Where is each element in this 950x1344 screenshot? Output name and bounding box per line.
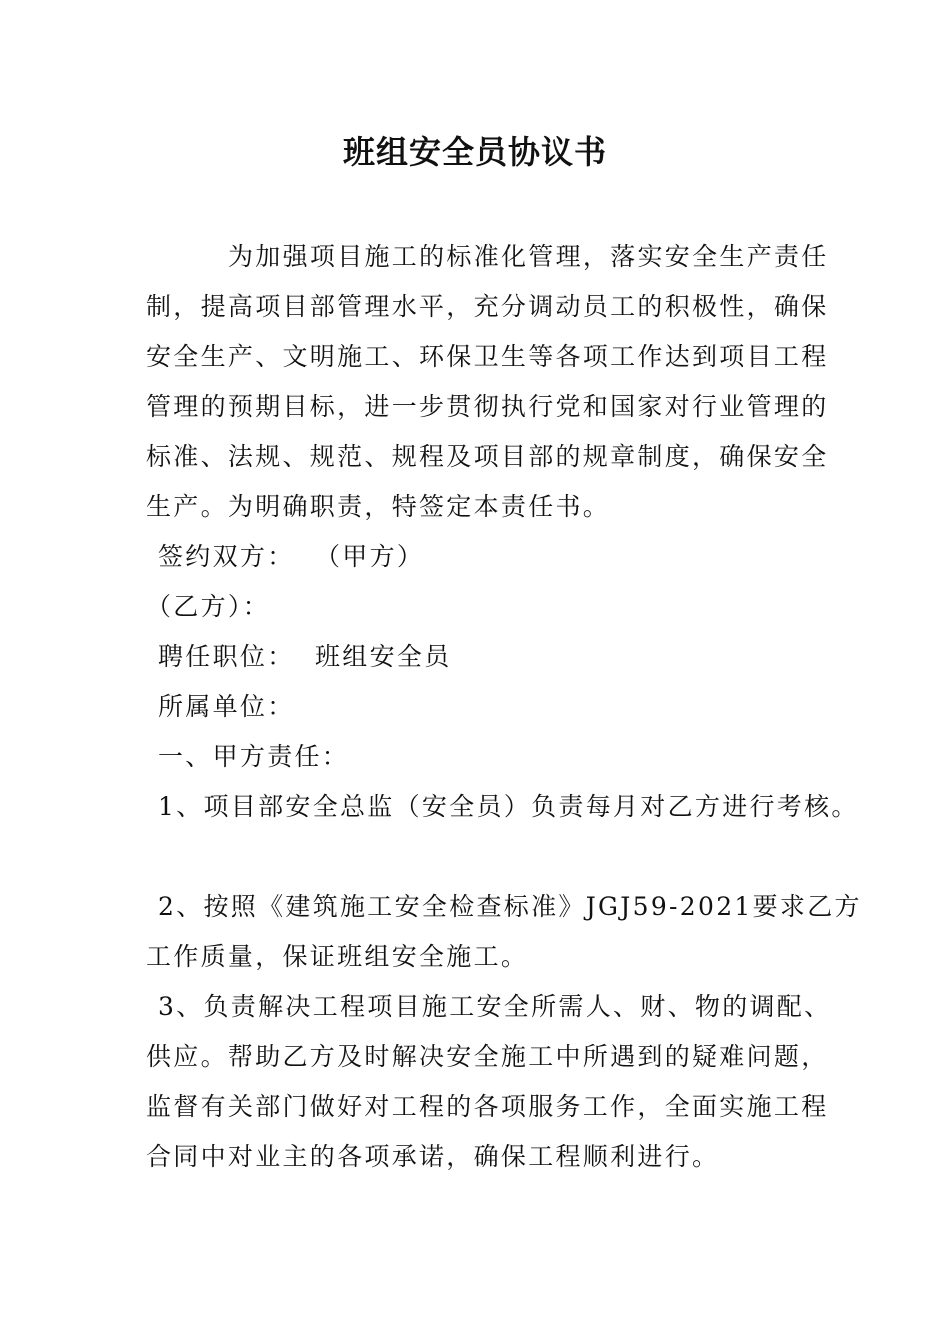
paragraph-line: 制，提高项目部管理水平，充分调动员工的积极性，确保 [146,292,829,321]
paragraph-line: 安全生产、文明施工、环保卫生等各项工作达到项目工程 [146,342,829,371]
clause-line: 3、负责解决工程项目施工安全所需人、财、物的调配、 [158,992,832,1021]
party-b-line: （乙方）： [146,592,271,621]
signing-parties-line: 签约双方： （甲方） [158,542,425,571]
clause-line: 工作质量，保证班组安全施工。 [146,942,529,971]
paragraph-line: 为加强项目施工的标准化管理，落实安全生产责任 [228,242,829,271]
paragraph-line: 标准、法规、规范、规程及项目部的规章制度，确保安全 [146,442,829,471]
section-heading: 一、甲方责任： [158,742,350,771]
position-line: 聘任职位： 班组安全员 [158,642,452,671]
paragraph-line: 管理的预期目标，进一步贯彻执行党和国家对行业管理的 [146,392,829,421]
clause-line: 1、项目部安全总监（安全员）负责每月对乙方进行考核。 [158,792,859,821]
unit-line: 所属单位： [158,692,295,721]
clause-line: 供应。帮助乙方及时解决安全施工中所遇到的疑难问题， [146,1042,829,1071]
document-title: 班组安全员协议书 [342,133,607,171]
clause-line: 监督有关部门做好对工程的各项服务工作，全面实施工程 [146,1092,829,1121]
clause-line: 2、按照《建筑施工安全检查标准》JGJ59-2021要求乙方 [158,892,862,921]
clause-line: 合同中对业主的各项承诺，确保工程顺利进行。 [146,1142,720,1171]
paragraph-line: 生产。为明确职责，特签定本责任书。 [146,492,611,521]
